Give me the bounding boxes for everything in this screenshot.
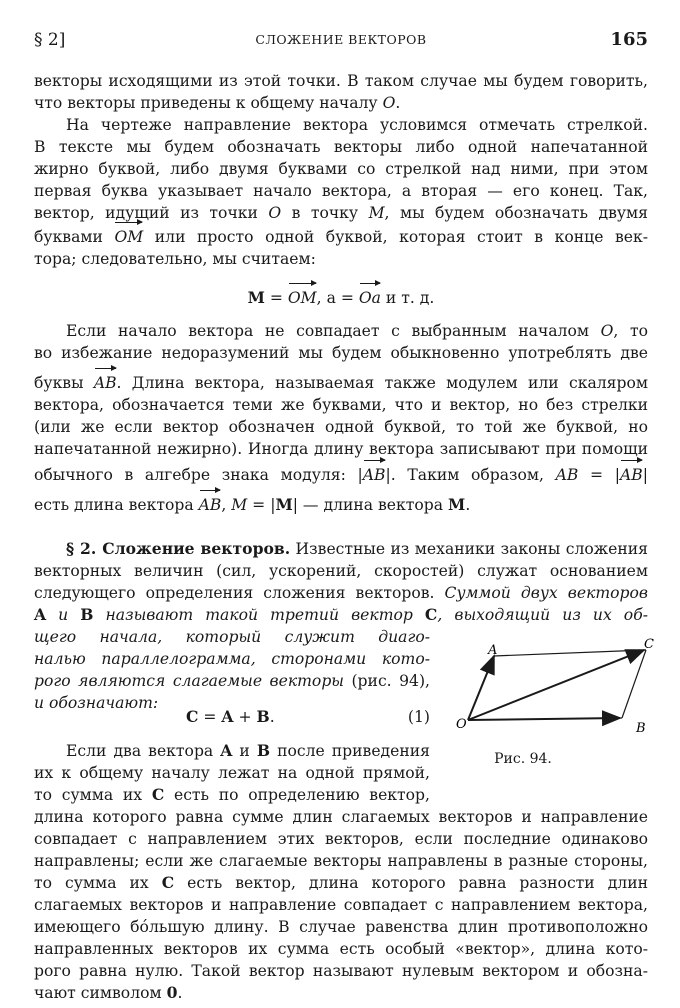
text-line: то сумма их C есть вектор, длина которого равна разности длин [34, 873, 648, 892]
text-line: вектор, идущий из точки O в точку M, мы будем обозначать двумя [34, 204, 648, 222]
vector-symbol: Oa [358, 289, 381, 307]
figure-caption: Рис. 94. [494, 751, 552, 767]
label-o: O [456, 717, 467, 732]
vector-symbol: AB [620, 466, 643, 484]
text-line: есть длина вектора AB, M = |M| — длина вектора M. [34, 495, 471, 514]
text-line: обычного в алгебре знака модуля: |AB|. Таким образом, AB = |AB| [34, 466, 649, 484]
label-b: B [636, 721, 646, 736]
text-line: буквы AB. Длина вектора, называемая также модулем или скаляром [34, 374, 648, 392]
book-page [34, 0, 654, 1008]
page-number: 165 [610, 29, 648, 50]
text-line: совпадает с направлением этих векторов, если последние одинаково [34, 830, 648, 848]
equation: M = OM, a = Oa и т. д. [247, 288, 435, 307]
equation: C = A + B. (1) [186, 707, 430, 726]
vector-symbol: AB [198, 496, 222, 514]
text-line: то сумма их C есть по определению вектор, [34, 785, 430, 804]
text-line: и обозначают: [34, 694, 159, 712]
text-line: (или же если вектор обозначен одной буквой, то той же буквой, но [34, 418, 648, 436]
text-line: рого равна нулю. Такой вектор называют нулевым вектором и обозна- [34, 962, 648, 980]
text-line: направлены; если же слагаемые векторы направлены в разные стороны, [34, 852, 648, 870]
text-line: длина которого равна сумме длин слагаемых векторов и направление [34, 808, 648, 826]
side-line-right [622, 650, 646, 718]
text-line: жирно буквой, либо двумя буквами со стрелкой над ними, при этом [34, 160, 648, 178]
label-a: A [488, 643, 498, 658]
vector-c-arrow [468, 650, 644, 720]
text-line: тора; следовательно, мы считаем: [34, 250, 316, 268]
text-line: A и B называют такой третий вектор C, выходящий из их об- [34, 605, 648, 624]
section-heading: § 2. Сложение векторов. [66, 539, 291, 558]
text-line: рого являются слагаемые векторы (рис. 94), [34, 672, 430, 690]
text-line: буквами OM или просто одной буквой, которая стоит в конце век- [34, 228, 648, 246]
text-line: векторы исходящими из этой точки. В таком случае мы будем говорить, [34, 72, 648, 90]
text-line: их к общему началу лежат на одной прямой, [34, 764, 430, 782]
text-line: первая буква указывает начало вектора, а вторая — его конец. Так, [34, 182, 648, 200]
text-line: что векторы приведены к общему началу O. [34, 94, 401, 112]
text-line: В тексте мы будем обозначать векторы либо одной напечатанной [34, 138, 648, 156]
text-line: Если два вектора A и B после приведения [66, 741, 431, 760]
vector-symbol: AB [93, 374, 117, 392]
section-heading-line: § 2. Сложение векторов. Известные из механики законы сложения [66, 539, 648, 558]
text-line: во избежание недоразумений мы будем обыкновенно употреблять две [34, 344, 648, 362]
vector-b-arrow [468, 718, 620, 720]
text-line: векторных величин (сил, ускорений, скоростей) служат основанием [34, 562, 648, 580]
equation-number: (1) [407, 708, 430, 726]
text-line: На чертеже направление вектора условимся отмечать стрелкой. [66, 116, 648, 134]
text-line: имеющего бо́льшую длину. В случае равенства длин противоположно [34, 918, 648, 936]
vector-symbol: AB [362, 466, 386, 484]
text-line: направленных векторов их сумма есть особый «вектор», длина кото- [34, 940, 648, 958]
vector-symbol: OM [287, 289, 317, 307]
text-line: налью параллелограмма, сторонами кото- [34, 650, 430, 668]
text-line: вектора, обозначается теми же буквами, что и вектор, но без стрелки [34, 396, 648, 414]
header-title: СЛОЖЕНИЕ ВЕКТОРОВ [255, 32, 427, 47]
side-line-upper [494, 650, 646, 656]
text-line: щего начала, который служит диаго- [34, 628, 430, 646]
running-header [34, 30, 648, 54]
label-c: C [644, 637, 654, 652]
text-line: чают символом 0. [34, 983, 183, 1002]
text-line: слагаемых векторов и направление совпадает с направлением вектора, [34, 896, 648, 914]
vector-symbol: OM [114, 228, 144, 246]
text-line: следующего определения сложения векторов. Суммой двух векторов [34, 584, 649, 602]
text-line: Если начало вектора не совпадает с выбранным началом O, то [66, 322, 648, 340]
header-section: § 2] [34, 30, 66, 50]
text-line: напечатанной нежирно). Иногда длину вектора записывают при помощи [34, 440, 648, 458]
